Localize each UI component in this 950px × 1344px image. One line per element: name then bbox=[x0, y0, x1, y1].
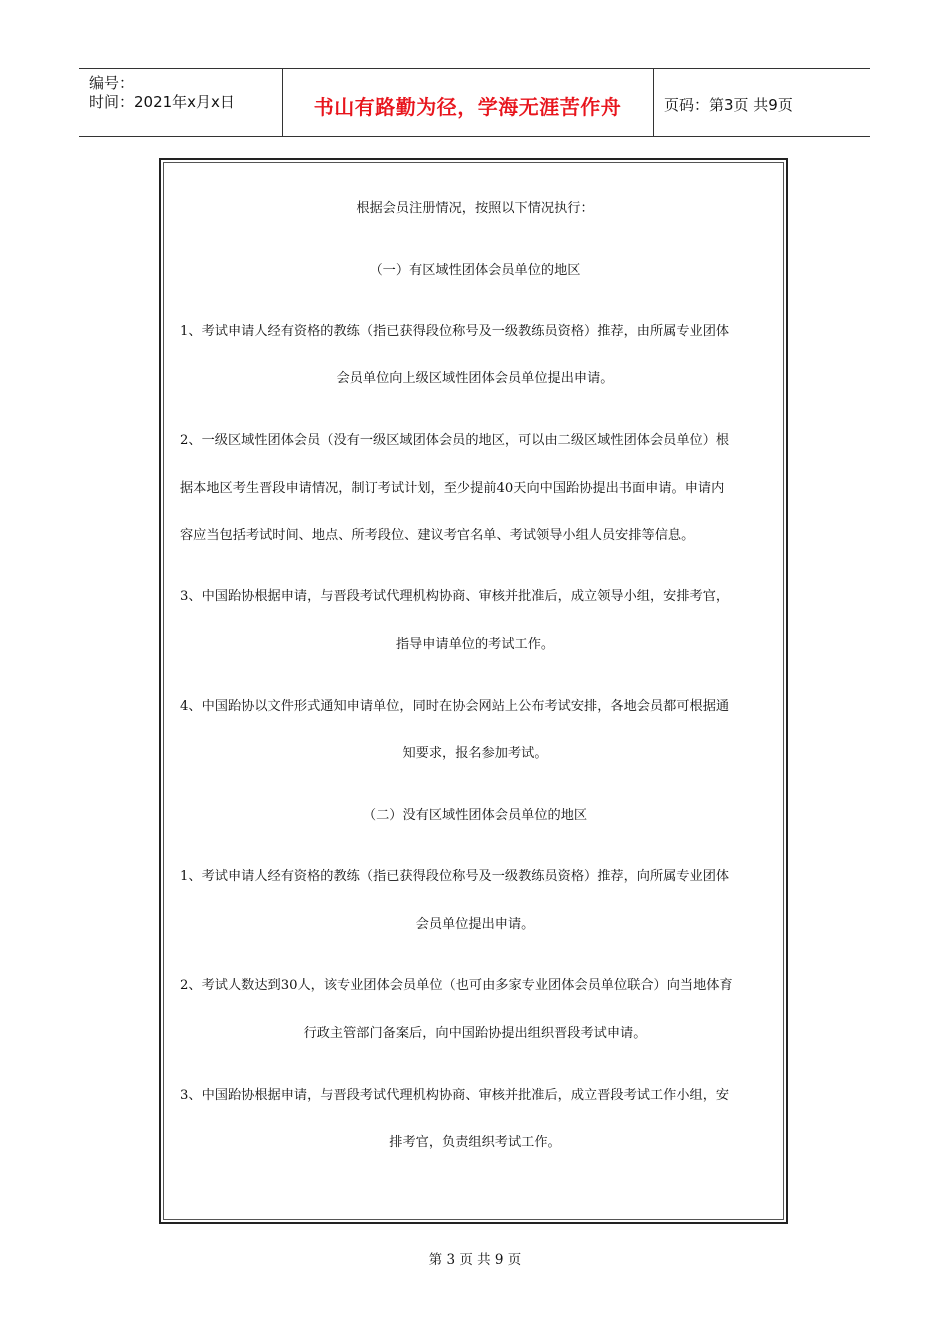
s2-item3-line2: 排考官，负责组织考试工作。 bbox=[389, 1135, 561, 1150]
section2-title: （二）没有区域性团体会员单位的地区 bbox=[362, 808, 588, 823]
s1-item3-line2: 指导申请单位的考试工作。 bbox=[395, 637, 555, 652]
content-frame bbox=[159, 158, 788, 1224]
s2-item1-line1: 1、考试申请人经有资格的教练（指已获得段位称号及一级教练员资格）推荐，向所属专业团体 bbox=[180, 869, 730, 884]
s2-item2-line1: 2、考试人数达到30人，该专业团体会员单位（也可由多家专业团体会员单位联合）向当地体育 bbox=[180, 978, 733, 993]
s1-item1-line2: 会员单位向上级区域性团体会员单位提出申请。 bbox=[336, 371, 614, 386]
s1-item3-line1: 3、中国跆协根据申请，与晋段考试代理机构协商、审核并批准后，成立领导小组，安排考官， bbox=[180, 589, 730, 604]
page-header bbox=[79, 68, 870, 137]
header-page-code: 页码：第3页 共9页 bbox=[664, 96, 793, 114]
document-number-label: 编号： bbox=[89, 74, 135, 92]
section1-title: （一）有区域性团体会员单位的地区 bbox=[369, 263, 581, 278]
intro-paragraph: 根据会员注册情况，按照以下情况执行： bbox=[356, 201, 594, 216]
header-meta-cell bbox=[79, 69, 283, 136]
s1-item4-line2: 知要求，报名参加考试。 bbox=[402, 746, 548, 761]
s1-item2-line2: 据本地区考生晋段申请情况，制订考试计划，至少提前40天向中国跆协提出书面申请。申请内 bbox=[180, 481, 725, 496]
s2-item2-line2: 行政主管部门备案后，向中国跆协提出组织晋段考试申请。 bbox=[303, 1026, 647, 1041]
page-footer: 第 3 页 共 9 页 bbox=[428, 1252, 522, 1268]
s1-item1-line1: 1、考试申请人经有资格的教练（指已获得段位称号及一级教练员资格）推荐，由所属专业团体 bbox=[180, 324, 730, 339]
header-page-cell bbox=[654, 69, 870, 136]
s1-item4-line1: 4、中国跆协以文件形式通知申请单位，同时在协会网站上公布考试安排，各地会员都可根据通 bbox=[180, 699, 730, 714]
header-motto: 书山有路勤为径，学海无涯苦作舟 bbox=[313, 95, 622, 119]
s2-item1-line2: 会员单位提出申请。 bbox=[415, 917, 535, 932]
s2-item3-line1: 3、中国跆协根据申请，与晋段考试代理机构协商、审核并批准后，成立晋段考试工作小组，安 bbox=[180, 1088, 730, 1103]
header-motto-cell bbox=[282, 69, 654, 136]
s1-item2-line1: 2、一级区域性团体会员（没有一级区域团体会员的地区，可以由二级区域性团体会员单位）根 bbox=[180, 433, 730, 448]
content-frame-inner bbox=[163, 162, 784, 1220]
s1-item2-line3: 容应当包括考试时间、地点、所考段位、建议考官名单、考试领导小组人员安排等信息。 bbox=[180, 528, 695, 543]
document-date-label: 时间：2021年x月x日 bbox=[89, 93, 235, 111]
